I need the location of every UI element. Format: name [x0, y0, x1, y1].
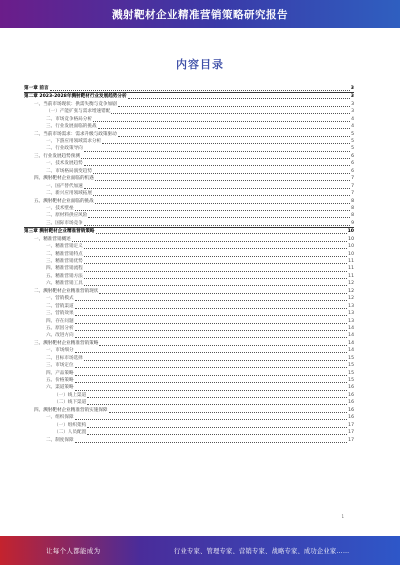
toc-entry[interactable] — [24, 392, 354, 399]
toc-leader-dots — [84, 151, 350, 152]
toc-entry-page: 11 — [348, 259, 354, 264]
toc-leader-dots — [118, 136, 350, 137]
toc-leader-dots — [84, 188, 350, 189]
toc-entry[interactable] — [24, 385, 354, 392]
toc-leader-dots — [75, 210, 350, 211]
toc-leader-dots — [81, 158, 350, 159]
toc-leader-dots — [75, 308, 348, 309]
toc-entry[interactable] — [24, 422, 354, 429]
toc-leader-dots — [75, 442, 348, 443]
toc-entry-title: 六、改进方向 — [46, 333, 74, 339]
toc-leader-dots — [75, 300, 348, 301]
toc-entry[interactable] — [24, 266, 354, 273]
toc-entry-page: 7 — [351, 183, 354, 189]
toc-entry-title: 二、原材料供应风险 — [46, 213, 88, 219]
toc-entry-page: 3 — [351, 109, 354, 115]
toc-entry[interactable] — [24, 377, 354, 384]
toc-entry-page: 12 — [348, 296, 354, 302]
table-of-contents — [24, 85, 354, 444]
toc-entry-page: 4 — [351, 124, 354, 130]
toc-entry-title: 一、当前市场现状：供需失衡与竞争加剧 — [34, 101, 117, 107]
toc-leader-dots — [75, 315, 348, 316]
toc-entry-page: 6 — [351, 161, 354, 167]
toc-entry[interactable] — [24, 355, 354, 362]
toc-entry-page: 9 — [351, 220, 354, 226]
toc-entry-title: 五、价格策略 — [46, 378, 74, 383]
toc-leader-dots — [84, 165, 350, 166]
toc-entry[interactable] — [24, 437, 354, 444]
toc-entry-title: （一）产能扩张与需求增速错配 — [46, 109, 111, 115]
toc-entry-title: （二）人员配置 — [54, 430, 87, 436]
toc-entry-page: 15 — [348, 378, 354, 383]
toc-entry[interactable] — [24, 92, 354, 100]
toc-entry-title: 五、原因分析 — [46, 325, 74, 331]
toc-entry-title: 第三章 溅射靶材企业精准营销策略 — [24, 229, 95, 235]
toc-leader-dots — [95, 180, 350, 181]
toc-entry[interactable] — [24, 85, 354, 92]
toc-entry-page: 16 — [348, 415, 354, 421]
toc-leader-dots — [84, 248, 347, 249]
toc-entry-page: 8 — [351, 205, 354, 211]
toc-leader-dots — [75, 352, 348, 353]
toc-entry-page: 13 — [348, 318, 354, 324]
toc-entry-title: （一）组织架构 — [54, 422, 87, 428]
toc-entry-title: 四、存在问题 — [46, 318, 74, 324]
toc-entry[interactable] — [24, 318, 354, 325]
toc-entry-title: 六、渠道策略 — [46, 385, 74, 391]
toc-entry[interactable] — [24, 362, 354, 369]
toc-entry[interactable] — [24, 168, 354, 175]
toc-leader-dots — [84, 263, 347, 264]
toc-leader-dots — [128, 98, 350, 99]
toc-entry[interactable] — [24, 108, 354, 115]
toc-entry-title: 三、行业发展趋势预测 — [34, 153, 80, 159]
toc-entry[interactable] — [24, 399, 354, 406]
toc-leader-dots — [84, 278, 347, 279]
toc-entry[interactable] — [24, 340, 354, 347]
toc-entry-page: 16 — [348, 385, 354, 391]
toc-entry[interactable] — [24, 236, 354, 243]
toc-entry-title: 一、技术壁垒 — [46, 205, 74, 211]
toc-entry[interactable] — [24, 347, 354, 354]
report-title: 溅射靶材企业精准营销策略研究报告 — [112, 8, 288, 21]
toc-entry-title: 二、目标市场选择 — [46, 355, 83, 361]
toc-entry-page: 12 — [348, 281, 354, 287]
toc-entry-title: 一、下游应用领域需求分析 — [46, 139, 102, 144]
toc-entry[interactable] — [24, 280, 354, 287]
toc-entry-page: 10 — [348, 251, 354, 257]
toc-entry-title: 二、精准营销特点 — [46, 251, 83, 257]
toc-entry-title: 三、溅射靶材企业精准营销策略 — [34, 340, 99, 346]
toc-entry-title: 二、行业政策导向 — [46, 146, 83, 152]
toc-entry[interactable] — [24, 116, 354, 123]
toc-entry-title: 二、新兴应用领域拓展 — [46, 191, 92, 197]
toc-entry[interactable] — [24, 138, 354, 145]
toc-entry[interactable] — [24, 370, 354, 377]
toc-entry-page: 16 — [348, 407, 354, 413]
toc-entry-page: 7 — [351, 176, 354, 182]
toc-entry[interactable] — [24, 160, 354, 167]
toc-entry-title: （一）线上渠道 — [54, 392, 87, 398]
toc-entry-title: 二、营销渠道 — [46, 303, 74, 309]
toc-entry[interactable] — [24, 414, 354, 421]
toc-entry[interactable] — [24, 227, 354, 235]
toc-entry-page: 14 — [348, 348, 354, 354]
toc-entry-title: （二）线下渠道 — [54, 400, 87, 406]
toc-leader-dots — [93, 195, 350, 196]
toc-entry[interactable] — [24, 332, 354, 339]
toc-entry[interactable] — [24, 101, 354, 108]
toc-entry[interactable] — [24, 205, 354, 212]
toc-entry[interactable] — [24, 146, 354, 153]
toc-entry-title: 一、精准营销定义 — [46, 244, 83, 250]
toc-entry-page: 14 — [348, 340, 354, 346]
toc-entry-page: 3 — [351, 101, 354, 107]
toc-leader-dots — [93, 173, 350, 174]
toc-entry-page: 7 — [351, 191, 354, 197]
toc-leader-dots — [72, 241, 347, 242]
footer-slogan: 让每个人都能成为 — [46, 547, 101, 555]
toc-entry[interactable] — [24, 175, 354, 182]
toc-leader-dots — [84, 285, 347, 286]
toc-entry-page: 17 — [348, 430, 354, 436]
toc-entry-page: 5 — [351, 139, 354, 144]
toc-entry-title: 三、市场定位 — [46, 363, 74, 369]
toc-entry-title: 二、制度保障 — [46, 437, 74, 443]
toc-entry-title: 一、市场细分 — [46, 348, 74, 354]
toc-entry-page: 14 — [348, 325, 354, 331]
toc-entry-page: 8 — [351, 213, 354, 219]
toc-entry-title: 一、国产替代加速 — [46, 183, 83, 189]
toc-entry-title: 四、产品策略 — [46, 370, 74, 376]
report-footer — [0, 536, 400, 565]
toc-entry[interactable] — [24, 429, 354, 436]
toc-entry-title: 第二章 2023-2028年溅射靶材行业发展趋势分析 — [24, 94, 127, 100]
toc-entry-page: 17 — [348, 437, 354, 443]
toc-entry[interactable] — [24, 131, 354, 138]
toc-leader-dots — [75, 337, 348, 338]
toc-entry-page: 5 — [351, 131, 354, 137]
toc-entry[interactable] — [24, 310, 354, 317]
toc-entry[interactable] — [24, 212, 354, 219]
footer-tagline: 行业专家、管理专家、营销专家、战略专家、成功企业家…… — [174, 548, 350, 555]
toc-leader-dots — [87, 397, 347, 398]
toc-leader-dots — [75, 375, 348, 376]
toc-leader-dots — [50, 90, 350, 91]
toc-entry[interactable] — [24, 153, 354, 160]
toc-entry[interactable] — [24, 183, 354, 190]
toc-entry-page: 6 — [351, 168, 354, 174]
toc-entry-page: 10 — [347, 229, 354, 235]
toc-entry-title: 第一章 前言 — [24, 85, 49, 91]
toc-leader-dots — [87, 404, 347, 405]
toc-entry-page: 15 — [348, 363, 354, 369]
toc-entry[interactable] — [24, 407, 354, 414]
toc-entry-page: 14 — [348, 333, 354, 339]
toc-leader-dots — [84, 256, 347, 257]
toc-entry-title: 六、精准营销工具 — [46, 281, 83, 287]
toc-entry-page: 10 — [348, 236, 354, 242]
toc-leader-dots — [99, 345, 347, 346]
toc-leader-dots — [84, 271, 347, 272]
toc-entry-title: 三、行业发展面临的挑战 — [46, 124, 97, 130]
toc-entry-title: 二、当前市场需求：需求升级与政策驱动 — [34, 131, 117, 137]
toc-entry[interactable] — [24, 123, 354, 130]
toc-leader-dots — [98, 128, 351, 129]
toc-entry-page: 5 — [351, 146, 354, 152]
toc-leader-dots — [75, 382, 348, 383]
report-header — [0, 0, 400, 28]
toc-entry-page: 17 — [348, 422, 354, 428]
toc-entry-title: 一、技术发展趋势 — [46, 161, 83, 167]
toc-entry-title: 四、溅射靶材企业精准营销实施保障 — [34, 407, 108, 413]
toc-leader-dots — [75, 323, 348, 324]
toc-entry-page: 15 — [348, 355, 354, 361]
page-number: 1 — [341, 514, 344, 519]
toc-leader-dots — [84, 360, 347, 361]
toc-entry-title: 四、精准营销流程 — [46, 266, 83, 272]
toc-entry-title: 三、营销效果 — [46, 311, 74, 317]
toc-entry-page: 16 — [348, 400, 354, 406]
toc-leader-dots — [95, 203, 350, 204]
toc-leader-dots — [75, 367, 348, 368]
toc-leader-dots — [88, 217, 350, 218]
toc-leader-dots — [87, 427, 347, 428]
toc-entry-page: 3 — [350, 94, 354, 100]
toc-entry[interactable] — [24, 325, 354, 332]
toc-entry-page: 4 — [351, 116, 354, 122]
toc-entry-page: 12 — [348, 288, 354, 294]
toc-entry-page: 11 — [348, 273, 354, 279]
toc-entry[interactable] — [24, 288, 354, 295]
toc-entry-page: 8 — [351, 198, 354, 204]
toc-entry-page: 13 — [348, 303, 354, 309]
toc-entry-title: 二、市场格局演变趋势 — [46, 168, 92, 174]
toc-entry-page: 15 — [348, 370, 354, 376]
toc-entry[interactable] — [24, 190, 354, 197]
toc-heading: 内容目录 — [176, 58, 224, 71]
toc-leader-dots — [102, 143, 350, 144]
toc-entry-title: 五、溅射靶材企业面临的挑战 — [34, 198, 94, 204]
toc-entry-title: 一、精准营销概述 — [34, 236, 71, 242]
toc-entry[interactable] — [24, 243, 354, 250]
toc-entry-page: 6 — [351, 153, 354, 159]
toc-entry-title: 一、组织保障 — [46, 415, 74, 421]
toc-leader-dots — [111, 113, 350, 114]
toc-entry[interactable] — [24, 303, 354, 310]
toc-entry-title: 二、市场竞争格局分析 — [46, 116, 92, 122]
toc-leader-dots — [93, 121, 350, 122]
toc-entry-title: 二、溅射靶材企业精准营销现状 — [34, 288, 99, 294]
toc-leader-dots — [118, 106, 350, 107]
toc-leader-dots — [99, 293, 347, 294]
toc-entry-page: 16 — [348, 392, 354, 398]
toc-entry-title: 三、精准营销优势 — [46, 259, 83, 264]
toc-entry[interactable] — [24, 251, 354, 258]
toc-entry-page: 11 — [348, 266, 354, 272]
toc-leader-dots — [96, 233, 347, 234]
toc-leader-dots — [84, 225, 350, 226]
toc-leader-dots — [87, 434, 347, 435]
toc-entry-page: 10 — [348, 244, 354, 250]
toc-entry[interactable] — [24, 258, 354, 265]
toc-entry[interactable] — [24, 295, 354, 302]
toc-entry-title: 三、国际市场竞争 — [46, 220, 83, 226]
toc-entry[interactable] — [24, 198, 354, 205]
toc-leader-dots — [75, 419, 348, 420]
toc-entry-title: 一、营销模式 — [46, 296, 74, 302]
toc-entry-title: 四、溅射靶材企业面临的机遇 — [34, 176, 94, 182]
toc-entry[interactable] — [24, 220, 354, 227]
toc-entry[interactable] — [24, 273, 354, 280]
toc-leader-dots — [75, 390, 348, 391]
toc-entry-title: 五、精准营销方法 — [46, 273, 83, 279]
toc-entry-page: 3 — [350, 85, 354, 91]
toc-leader-dots — [75, 330, 348, 331]
toc-entry-page: 13 — [348, 311, 354, 317]
toc-leader-dots — [109, 412, 348, 413]
